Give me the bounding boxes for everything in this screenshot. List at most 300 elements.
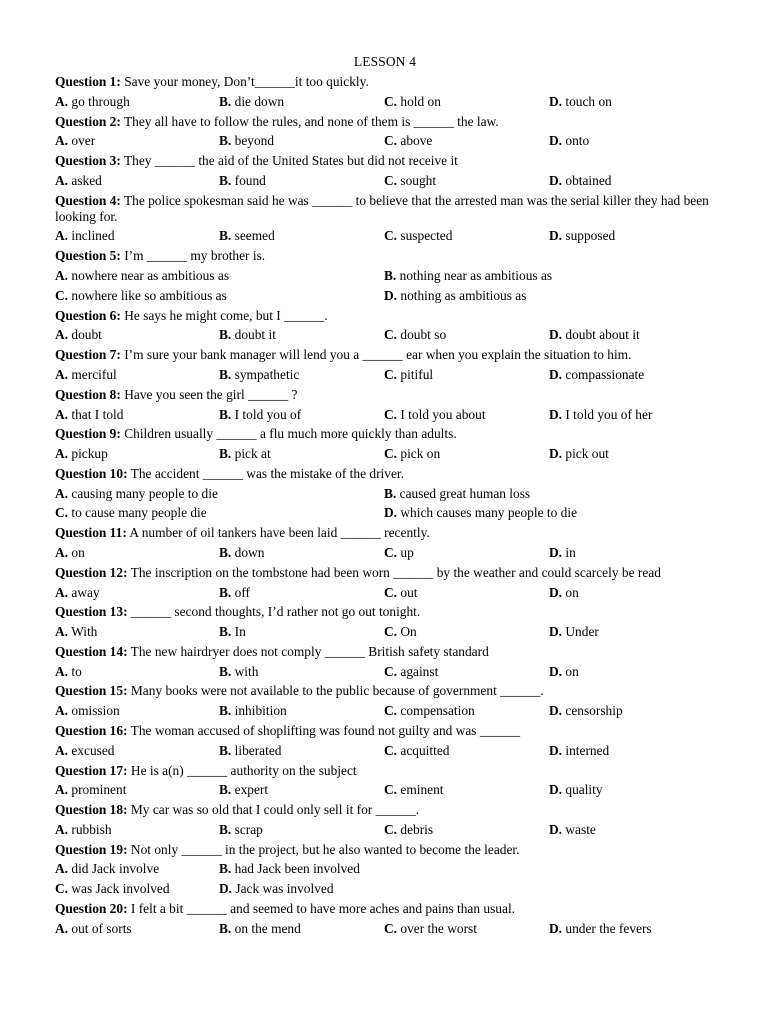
question-text: Not only ______ in the project, but he also wanted to become the leader. [127,841,520,857]
option-b [384,266,552,286]
option-letter: D. [549,93,563,109]
question-label: Question 2: [55,113,121,129]
option-letter: B. [219,406,232,422]
option-text: I told you of her [562,406,653,422]
option-a [55,92,130,112]
question-14 [55,642,715,682]
option-text: touch on [562,93,612,109]
question-label: Question 17: [55,762,128,778]
option-text: go through [68,93,130,109]
question-text: The woman accused of shoplifting was found not guilty and was ______ [127,722,521,738]
option-b [219,583,250,603]
options-row [55,365,715,385]
option-letter: B. [219,228,232,244]
option-letter: B. [219,446,232,462]
option-letter: D. [549,584,563,600]
option-letter: A. [55,584,69,600]
question-label: Question 9: [55,426,121,442]
option-letter: B. [219,861,232,877]
option-letter: A. [55,228,69,244]
option-c [55,503,207,523]
options-row [55,919,715,939]
question-label: Question 3: [55,153,121,169]
option-b [219,859,360,879]
question-text: The inscription on the tombstone had been worn ______ by the weather and could scarcely be read [127,564,661,580]
question-text: I felt a bit ______ and seemed to have more aches and pains than usual. [127,900,516,916]
option-letter: C. [384,821,398,837]
question-11 [55,523,715,563]
option-b [219,365,299,385]
option-text: caused great human loss [396,485,531,501]
option-text: I told you about [397,406,486,422]
question-label: Question 7: [55,347,121,363]
option-letter: D. [549,821,563,837]
question-label: Question 15: [55,683,128,699]
option-a [55,919,132,939]
options-row [55,131,715,151]
option-b [219,622,246,642]
option-letter: C. [384,228,398,244]
option-b [219,171,266,191]
option-letter: C. [55,881,69,897]
option-letter: D. [549,406,563,422]
option-letter: C. [55,287,69,303]
option-letter: D. [549,446,563,462]
option-b [219,405,301,425]
option-text: I told you of [231,406,302,422]
question-text: The accident ______ was the mistake of the driver. [127,465,404,481]
option-text: with [231,663,259,679]
option-text: out of sorts [68,920,132,936]
question-stem [55,345,715,365]
question-9 [55,424,715,464]
option-letter: A. [55,133,69,149]
option-text: in [562,544,576,560]
options-row [55,543,715,563]
question-label: Question 14: [55,643,128,659]
option-letter: D. [549,742,563,758]
option-text: Jack was involved [232,881,334,897]
option-d [549,171,612,191]
option-b [219,741,281,761]
option-a [55,365,117,385]
option-letter: A. [55,406,69,422]
option-letter: B. [219,920,232,936]
option-letter: C. [384,366,398,382]
option-letter: B. [219,624,232,640]
option-text: On [397,624,417,640]
question-stem [55,563,715,583]
option-text: out [397,584,418,600]
option-c [384,543,414,563]
options-row [55,780,715,800]
option-a [55,741,115,761]
option-text: doubt [68,327,102,343]
option-letter: B. [219,93,232,109]
options-row [55,286,715,306]
option-letter: D. [549,133,563,149]
option-text: compensation [397,703,475,719]
question-13 [55,602,715,642]
option-letter: B. [219,663,232,679]
option-text: seemed [231,228,275,244]
option-letter: A. [55,172,69,188]
option-b [219,226,275,246]
option-d [549,444,609,464]
option-letter: A. [55,624,69,640]
option-letter: D. [549,703,563,719]
option-a [55,701,120,721]
option-a [55,131,95,151]
option-text: causing many people to die [68,485,218,501]
question-stem [55,721,715,741]
option-letter: C. [384,742,398,758]
option-c [384,662,438,682]
option-text: pitiful [397,366,434,382]
option-b [219,820,263,840]
option-text: nowhere like so ambitious as [68,287,227,303]
option-d [219,879,334,899]
option-text: off [231,584,251,600]
question-text: Have you seen the girl ______ ? [120,386,298,402]
option-letter: A. [55,821,69,837]
option-text: on the mend [231,920,301,936]
question-label: Question 13: [55,604,128,620]
question-stem [55,246,715,266]
option-text: to cause many people die [68,505,207,521]
question-18 [55,800,715,840]
option-text: supposed [562,228,616,244]
options-row [55,266,715,286]
option-text: hold on [397,93,441,109]
option-letter: B. [384,268,397,284]
option-text: quality [562,782,603,798]
option-text: was Jack involved [68,881,170,897]
option-a [55,444,108,464]
options-row [55,622,715,642]
question-20 [55,899,715,939]
option-letter: C. [384,406,398,422]
option-letter: C. [384,327,398,343]
option-text: prominent [68,782,127,798]
option-letter: C. [384,172,398,188]
option-text: had Jack been involved [231,861,360,877]
question-stem [55,642,715,662]
question-label: Question 8: [55,386,121,402]
question-text: He says he might come, but I ______. [120,307,328,323]
option-text: nowhere near as ambitious as [68,268,230,284]
question-3 [55,151,715,191]
option-text: rubbish [68,821,112,837]
option-d [549,365,644,385]
option-text: censorship [562,703,623,719]
option-text: debris [397,821,434,837]
question-text: I’m ______ my brother is. [120,248,266,264]
option-d [549,662,579,682]
option-letter: D. [549,920,563,936]
question-label: Question 16: [55,722,128,738]
option-text: waste [562,821,596,837]
question-label: Question 11: [55,525,127,541]
question-text: They all have to follow the rules, and none of them is ______ the law. [120,113,499,129]
option-d [549,543,576,563]
question-text: My car was so old that I could only sell it for ______. [127,802,420,818]
option-a [55,171,102,191]
option-text: which causes many people to die [397,505,578,521]
option-text: obtained [562,172,612,188]
question-text: Save your money, Don’t______it too quickly. [120,74,369,89]
question-text: The new hairdryer does not comply ______ British safety standard [127,643,489,659]
option-c [384,741,449,761]
option-letter: A. [55,782,69,798]
option-letter: C. [384,663,398,679]
question-text: The police spokesman said he was ______ to believe that the arrested man was the serial killer they had been looking for. [55,192,709,224]
option-a [55,266,229,286]
option-letter: B. [219,821,232,837]
options-row [55,226,715,246]
option-b [219,325,276,345]
question-text: Children usually ______ a flu much more quickly than adults. [120,426,457,442]
option-letter: D. [549,624,563,640]
option-text: away [68,584,100,600]
question-16 [55,721,715,761]
option-letter: D. [384,505,398,521]
option-letter: B. [219,327,232,343]
option-d [549,780,603,800]
option-b [219,543,264,563]
question-label: Question 6: [55,307,121,323]
question-label: Question 20: [55,900,128,916]
option-text: down [231,544,265,560]
question-stem [55,191,715,227]
option-letter: A. [55,93,69,109]
option-letter: A. [55,920,69,936]
option-letter: C. [384,703,398,719]
option-letter: B. [219,366,232,382]
option-letter: B. [219,133,232,149]
option-c [384,622,417,642]
option-text: merciful [68,366,117,382]
question-text: He is a(n) ______ authority on the subject [127,762,357,778]
option-text: inclined [68,228,115,244]
page-title: LESSON 4 [353,54,417,69]
question-label: Question 19: [55,841,128,857]
option-d [549,325,640,345]
option-text: asked [68,172,102,188]
option-letter: C. [384,624,398,640]
question-stem [55,523,715,543]
option-c [384,820,433,840]
option-letter: D. [219,881,233,897]
option-d [549,405,652,425]
option-letter: A. [55,663,69,679]
question-text: They ______ the aid of the United States but did not receive it [120,153,458,169]
option-letter: C. [384,920,398,936]
question-stem [55,151,715,171]
option-a [55,405,123,425]
option-text: In [231,624,246,640]
option-a [55,543,85,563]
option-text: on [562,663,579,679]
option-text: doubt it [231,327,276,343]
question-15 [55,681,715,721]
option-d [549,622,599,642]
option-d [549,741,609,761]
option-letter: A. [55,485,69,501]
question-stem [55,899,715,919]
question-stem [55,761,715,781]
option-text: beyond [231,133,275,149]
option-d [549,919,652,939]
option-letter: C. [384,93,398,109]
option-text: suspected [397,228,453,244]
option-b [219,662,258,682]
options-row [55,583,715,603]
option-letter: D. [384,287,398,303]
option-d [384,286,526,306]
question-stem [55,840,715,860]
option-letter: B. [219,584,232,600]
option-letter: D. [549,544,563,560]
question-stem [55,112,715,132]
option-letter: B. [219,742,232,758]
option-d [549,226,615,246]
option-text: scrap [231,821,263,837]
option-letter: A. [55,703,69,719]
option-text: omission [68,703,120,719]
option-letter: D. [549,172,563,188]
option-text: on [68,544,85,560]
option-letter: D. [549,327,563,343]
option-text: sympathetic [231,366,300,382]
option-c [384,583,418,603]
option-text: pickup [68,446,108,462]
option-c [384,919,477,939]
option-letter: B. [219,544,232,560]
option-text: nothing near as ambitious as [396,268,553,284]
option-c [384,444,440,464]
option-text: that I told [68,406,124,422]
option-d [549,92,612,112]
option-text: Under [562,624,599,640]
option-letter: C. [384,544,398,560]
option-c [384,226,452,246]
question-label: Question 18: [55,802,128,818]
option-b [219,919,301,939]
options-row [55,484,715,504]
option-text: acquitted [397,742,450,758]
option-a [55,325,102,345]
options-row [55,662,715,682]
option-c [384,131,432,151]
option-text: doubt so [397,327,447,343]
option-b [219,131,274,151]
question-stem [55,800,715,820]
options-row [55,405,715,425]
option-letter: A. [55,327,69,343]
question-text: Many books were not available to the public because of government ______. [127,683,544,699]
option-a [55,820,112,840]
question-17 [55,761,715,801]
option-text: to [68,663,82,679]
question-4 [55,191,715,247]
options-row [55,171,715,191]
option-text: nothing as ambitious as [397,287,527,303]
option-letter: D. [549,663,563,679]
option-text: under the fevers [562,920,652,936]
option-d [549,583,579,603]
question-stem [55,602,715,622]
question-stem [55,72,715,92]
option-letter: D. [549,228,563,244]
worksheet [55,52,715,939]
option-d [384,503,577,523]
option-letter: A. [55,742,69,758]
option-text: over the worst [397,920,477,936]
question-label: Question 1: [55,74,121,89]
options-row [55,325,715,345]
option-c [384,701,475,721]
option-b [219,92,284,112]
option-a [55,662,82,682]
option-text: pick out [562,446,609,462]
question-7 [55,345,715,385]
option-text: With [68,624,98,640]
option-text: pick on [397,446,441,462]
options-row [55,879,715,899]
option-d [549,820,596,840]
option-text: inhibition [231,703,287,719]
option-letter: A. [55,544,69,560]
option-letter: B. [384,485,397,501]
option-c [384,171,436,191]
options-row [55,741,715,761]
question-label: Question 4: [55,192,121,208]
question-stem [55,385,715,405]
question-19 [55,840,715,899]
option-text: pick at [231,446,271,462]
option-text: expert [231,782,269,798]
option-letter: C. [384,133,398,149]
option-c [384,405,486,425]
question-8 [55,385,715,425]
option-text: over [68,133,96,149]
question-stem [55,464,715,484]
option-text: doubt about it [562,327,640,343]
option-b [384,484,530,504]
question-6 [55,306,715,346]
option-a [55,226,115,246]
options-row [55,444,715,464]
option-b [219,701,287,721]
option-letter: C. [55,505,69,521]
option-a [55,780,126,800]
question-stem [55,681,715,701]
option-letter: B. [219,172,232,188]
option-text: excused [68,742,115,758]
option-text: onto [562,133,590,149]
option-d [549,131,589,151]
option-a [55,622,97,642]
option-b [219,780,268,800]
option-text: on [562,584,579,600]
question-label: Question 10: [55,465,128,481]
option-c [55,879,170,899]
option-c [384,325,446,345]
option-letter: A. [55,446,69,462]
options-row [55,701,715,721]
option-c [384,365,433,385]
